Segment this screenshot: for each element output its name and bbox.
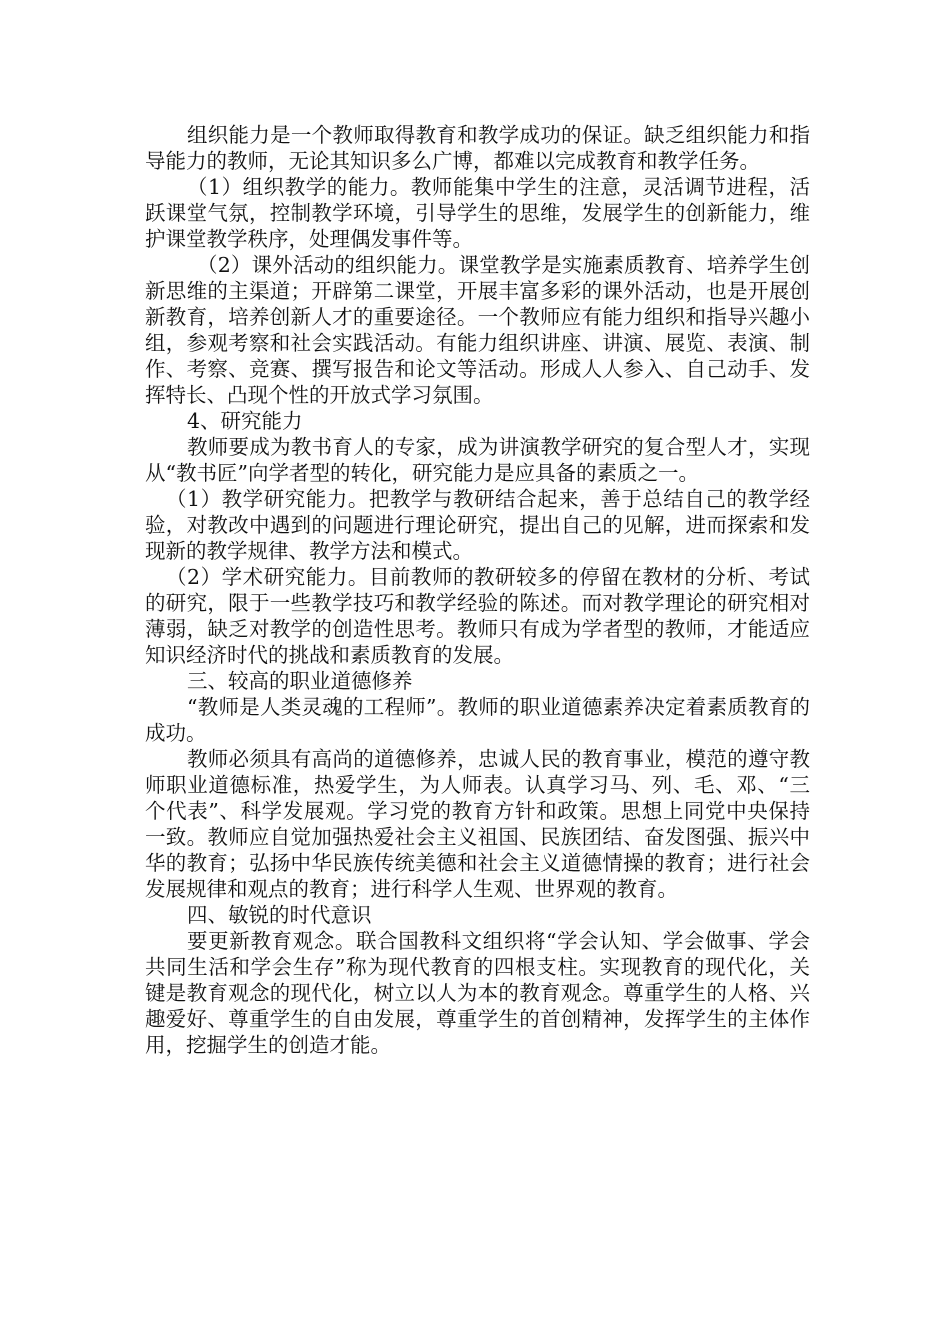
paragraph-extracurricular-organization: （2）课外活动的组织能力。课堂教学是实施素质教育、培养学生创新思维的主渠道；开辟第二课堂，开展丰富多彩的课外活动，也是开展创新教育，培养创新人才的重要途径。一个教师应有能力组织和指导兴趣小组，参观考察和社会实践活动。有能力组织讲座、讲演、展览、表演、制作、考察、竞赛、撰写报告和论文等活动。形成人人参入、自己动手、发挥特长、凸现个性的开放式学习氛围。: [145, 253, 810, 407]
paragraph-teaching-research: （1）教学研究能力。把教学与教研结合起来，善于总结自己的教学经验，对教改中遇到的问题进行理论研究，提出自己的见解，进而探索和发现新的教学规律、教学方法和模式。: [145, 487, 810, 563]
paragraph-organizing-ability: 组织能力是一个教师取得教育和教学成功的保证。缺乏组织能力和指导能力的教师，无论其知识多么广博，都难以完成教育和教学任务。: [145, 123, 810, 173]
paragraph-ethics-detail: 教师必须具有高尚的道德修养，忠诚人民的教育事业，模范的遵守教师职业道德标准，热爱学生，为人师表。认真学习马、列、毛、邓、“三个代表”、科学发展观。学习党的教育方针和政策。思想上同党中央保持一致。教师应自觉加强热爱社会主义祖国、民族团结、奋发图强、振兴中华的教育；弘扬中华民族传统美德和社会主义道德情操的教育；进行社会发展规律和观点的教育；进行科学人生观、世界观的教育。: [145, 747, 810, 901]
heading-research-ability: 4、研究能力: [187, 409, 303, 433]
paragraph-ethics-quote: “教师是人类灵魂的工程师”。教师的职业道德素养决定着素质教育的成功。: [145, 695, 810, 745]
paragraph-teaching-organization: （1）组织教学的能力。教师能集中学生的注意，灵活调节进程，活跃课堂气氛，控制教学环境，引导学生的思维，发展学生的创新能力，维护课堂教学秩序，处理偶发事件等。: [145, 175, 810, 251]
heading-professional-ethics: 三、较高的职业道德修养: [187, 669, 413, 693]
heading-era-awareness: 四、敏锐的时代意识: [187, 903, 372, 927]
paragraph-academic-research: （2）学术研究能力。目前教师的教研较多的停留在教材的分析、考试的研究，限于一些教学技巧和教学经验的陈述。而对教学理论的研究相对薄弱，缺乏对教学的创造性思考。教师只有成为学者型的教师，才能适应知识经济时代的挑战和素质教育的发展。: [145, 565, 810, 667]
document-body: [145, 122, 810, 1058]
paragraph-education-concept: 要更新教育观念。联合国教科文组织将“学会认知、学会做事、学会共同生活和学会生存”称为现代教育的四根支柱。实现教育的现代化，关键是教育观念的现代化，树立以人为本的教育观念。尊重学生的人格、兴趣爱好、尊重学生的自由发展，尊重学生的首创精神，发挥学生的主体作用，挖掘学生的创造才能。: [145, 929, 810, 1057]
paragraph-research-intro: 教师要成为教书育人的专家，成为讲演教学研究的复合型人才，实现从“教书匠”向学者型的转化，研究能力是应具备的素质之一。: [145, 435, 810, 485]
